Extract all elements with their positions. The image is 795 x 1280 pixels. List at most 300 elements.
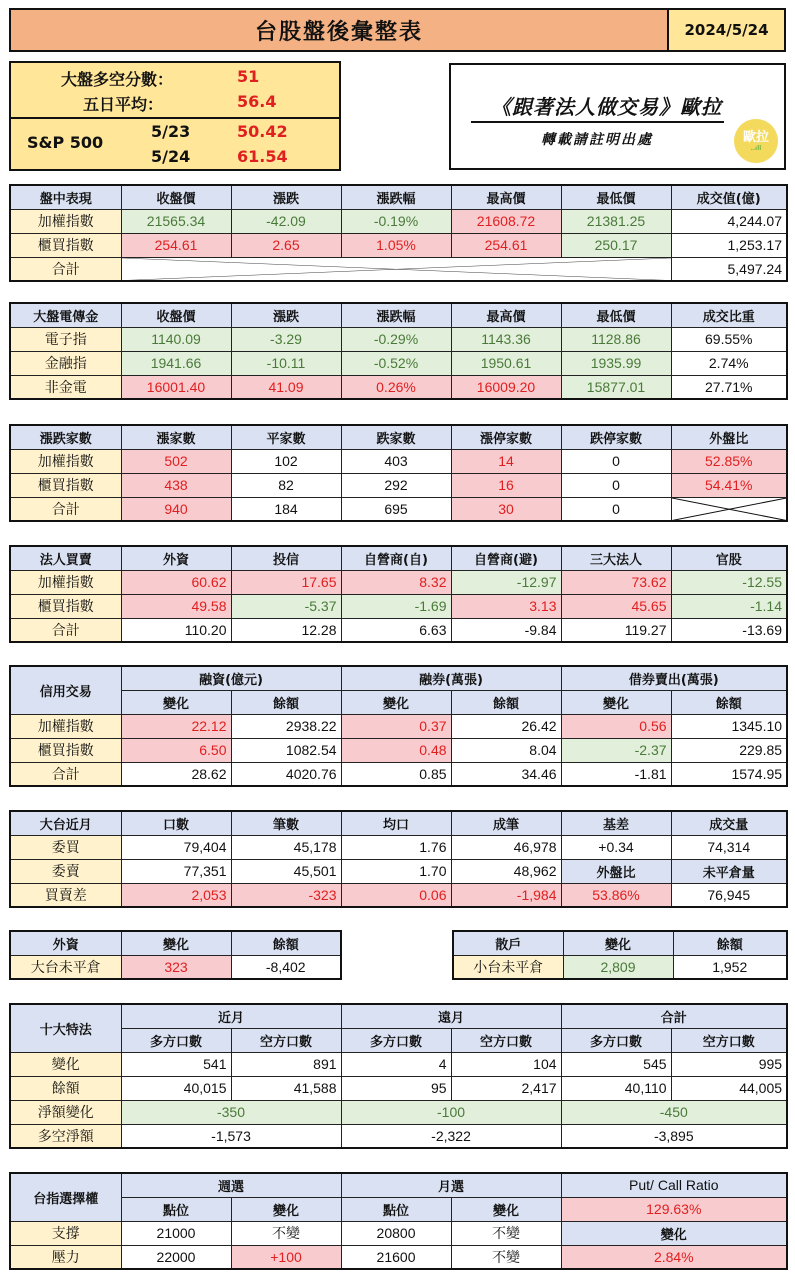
cell-outer-ratio: 54.41% <box>671 473 787 497</box>
cell-open-interest: 76,945 <box>671 883 787 907</box>
col-header: 空方口數 <box>671 1028 787 1052</box>
table-row <box>10 1076 787 1100</box>
row-label: 金融指 <box>10 351 121 375</box>
cell-filled: -1,984 <box>451 883 561 907</box>
table-row <box>10 714 787 738</box>
cell-limit-down: 0 <box>561 497 671 521</box>
cell-value: 4 <box>341 1052 451 1076</box>
table-header-row <box>10 1173 787 1197</box>
cell-up: 502 <box>121 449 231 473</box>
table-total-row <box>10 497 787 521</box>
cell-value: 891 <box>231 1052 341 1076</box>
cell-weekly-level: 21000 <box>121 1221 231 1245</box>
table-row <box>10 594 787 618</box>
cell-trust: 17.65 <box>231 570 341 594</box>
group-header: 月選 <box>341 1173 561 1197</box>
cell-outer-ratio: 52.85% <box>671 449 787 473</box>
col-header: 變化 <box>451 1197 561 1221</box>
row-label: 委賣 <box>10 859 121 883</box>
cell-value: 34.46 <box>451 762 561 786</box>
table-header-row <box>10 666 787 690</box>
cell-balance: -8,402 <box>231 955 341 979</box>
table-row <box>10 209 787 233</box>
row-label: 支撐 <box>10 1221 121 1245</box>
cell-value: 40,015 <box>121 1076 231 1100</box>
col-header: 餘額 <box>671 690 787 714</box>
page-title: 台股盤後彙整表 <box>11 10 669 50</box>
cell-monthly-level: 20800 <box>341 1221 451 1245</box>
cell-value: 995 <box>671 1052 787 1076</box>
col-header: 跌家數 <box>341 425 451 449</box>
cell-pct: -0.29% <box>341 327 451 351</box>
cell-net-change: -100 <box>341 1100 561 1124</box>
intraday-table <box>9 184 788 282</box>
col-header: 餘額 <box>673 931 787 955</box>
col-header: 收盤價 <box>121 185 231 209</box>
cell-value: 1082.54 <box>231 738 341 762</box>
col-header: 變化 <box>121 690 231 714</box>
col-header: 最低價 <box>561 185 671 209</box>
table-row <box>10 738 787 762</box>
col-header: 多方口數 <box>561 1028 671 1052</box>
cell-change: 2,809 <box>563 955 673 979</box>
cell-high: 16009.20 <box>451 375 561 399</box>
table-header-row <box>10 546 787 570</box>
cell-pct: -0.19% <box>341 209 451 233</box>
row-label: 加權指數 <box>10 449 121 473</box>
margin-table <box>9 665 788 787</box>
row-label: 壓力 <box>10 1245 121 1269</box>
table-title: 十大特法 <box>10 1004 121 1052</box>
cell-filled: 48,962 <box>451 859 561 883</box>
sp500-date-1: 5/23 <box>151 122 191 141</box>
col-header: 餘額 <box>231 690 341 714</box>
cell-weekly-change: +100 <box>231 1245 341 1269</box>
table-title: 台指選擇權 <box>10 1173 121 1221</box>
table-total-row <box>10 762 787 786</box>
group-header: 近月 <box>121 1004 341 1028</box>
col-header: 漲跌 <box>231 303 341 327</box>
cell-value: 2,417 <box>451 1076 561 1100</box>
row-label: 淨額變化 <box>10 1100 121 1124</box>
cell-balance: 1,952 <box>673 955 787 979</box>
market-score-box <box>9 61 341 171</box>
cell-orders: -323 <box>231 883 341 907</box>
cell-up: 940 <box>121 497 231 521</box>
row-label: 加權指數 <box>10 209 121 233</box>
group-header: 借券賣出(萬張) <box>561 666 787 690</box>
col-header: 變化 <box>231 1197 341 1221</box>
cell-low: 15877.01 <box>561 375 671 399</box>
cell-low: 1935.99 <box>561 351 671 375</box>
col-header: 餘額 <box>231 931 341 955</box>
sp500-date-2: 5/24 <box>151 147 191 166</box>
row-label: 小台未平倉 <box>453 955 563 979</box>
row-label: 多空淨額 <box>10 1124 121 1148</box>
brand-logo-icon <box>734 119 778 163</box>
col-header: 漲跌 <box>231 185 341 209</box>
row-label: 非金電 <box>10 375 121 399</box>
sp500-value-2: 61.54 <box>237 147 288 166</box>
col-header: 最低價 <box>561 303 671 327</box>
cell-down: 695 <box>341 497 451 521</box>
table-title: 信用交易 <box>10 666 121 714</box>
row-label: 櫃買指數 <box>10 473 121 497</box>
row-label: 合計 <box>10 762 121 786</box>
cell-foreign: 60.62 <box>121 570 231 594</box>
cell-value: 0.48 <box>341 738 451 762</box>
cell-volume: 74,314 <box>671 835 787 859</box>
market-score-value: 51 <box>237 67 260 86</box>
cell-value: 0.56 <box>561 714 671 738</box>
row-label: 電子指 <box>10 327 121 351</box>
table-row <box>10 375 787 399</box>
cell-total-value: 5,497.24 <box>671 257 787 281</box>
col-header: 外資 <box>10 931 121 955</box>
table-row <box>10 351 787 375</box>
cell-avg: 1.70 <box>341 859 451 883</box>
table-subheader-row <box>10 1197 787 1221</box>
cell-close: 1140.09 <box>121 327 231 351</box>
foreign-oi-table <box>9 930 342 980</box>
cell-close: 16001.40 <box>121 375 231 399</box>
cell-gov: -12.55 <box>671 570 787 594</box>
row-label: 委買 <box>10 835 121 859</box>
cell-pct: 1.05% <box>341 233 451 257</box>
cell-weekly-change: 不變 <box>231 1221 341 1245</box>
col-header: 大盤電傳金 <box>10 303 121 327</box>
col-header: 成交量 <box>671 811 787 835</box>
group-header-pcr: Put/ Call Ratio <box>561 1173 787 1197</box>
pcr-change-value: 2.84% <box>561 1245 787 1269</box>
col-header: 漲跌幅 <box>341 185 451 209</box>
pcr-value: 129.63% <box>561 1197 787 1221</box>
sector-table <box>9 302 788 400</box>
cell-down: 403 <box>341 449 451 473</box>
row-label: 櫃買指數 <box>10 594 121 618</box>
cell-value: 4020.76 <box>231 762 341 786</box>
cell-flat: 184 <box>231 497 341 521</box>
cell-lots: 2,053 <box>121 883 231 907</box>
col-header: 餘額 <box>451 690 561 714</box>
cell-orders: 45,501 <box>231 859 341 883</box>
col-header: 成筆 <box>451 811 561 835</box>
cell-change: 323 <box>121 955 231 979</box>
cell-close: 254.61 <box>121 233 231 257</box>
cell-trust: 12.28 <box>231 618 341 642</box>
cell-change: -42.09 <box>231 209 341 233</box>
cell-low: 21381.25 <box>561 209 671 233</box>
table-row <box>10 1245 787 1269</box>
logo-text: 歐拉 <box>742 129 769 145</box>
table-row <box>10 449 787 473</box>
col-header: 自營商(自) <box>341 546 451 570</box>
institutional-table <box>9 545 788 643</box>
cell-change: 41.09 <box>231 375 341 399</box>
table-row <box>10 1221 787 1245</box>
cell-orders: 45,178 <box>231 835 341 859</box>
crossed-out-cell <box>121 257 671 281</box>
options-table <box>9 1172 788 1270</box>
table-row <box>10 473 787 497</box>
table-row <box>10 859 787 883</box>
cell-value: 2938.22 <box>231 714 341 738</box>
cell-low: 1128.86 <box>561 327 671 351</box>
col-header: 多方口數 <box>121 1028 231 1052</box>
breadth-table <box>9 424 788 522</box>
bar-chart-icon: ..ıll <box>750 144 762 152</box>
col-header: 漲跌家數 <box>10 425 121 449</box>
group-header: 週選 <box>121 1173 341 1197</box>
col-header: 漲停家數 <box>451 425 561 449</box>
cell-trust: -5.37 <box>231 594 341 618</box>
cell-net: -1,573 <box>121 1124 341 1148</box>
cell-limit-up: 30 <box>451 497 561 521</box>
cell-basis: +0.34 <box>561 835 671 859</box>
table-header-row <box>10 931 341 955</box>
top10-traders-table <box>9 1003 788 1149</box>
cell-dealer-self: 8.32 <box>341 570 451 594</box>
outer-ratio-header: 外盤比 <box>561 859 671 883</box>
table-row <box>10 570 787 594</box>
cell-limit-up: 16 <box>451 473 561 497</box>
cell-down: 292 <box>341 473 451 497</box>
cell-pct: 0.26% <box>341 375 451 399</box>
cell-change: -10.11 <box>231 351 341 375</box>
cell-net: -2,322 <box>341 1124 561 1148</box>
cell-value: 1574.95 <box>671 762 787 786</box>
cell-value: 104 <box>451 1052 561 1076</box>
row-label: 加權指數 <box>10 570 121 594</box>
table-row <box>10 955 341 979</box>
cell-monthly-change: 不變 <box>451 1221 561 1245</box>
cell-value: 44,005 <box>671 1076 787 1100</box>
row-label: 變化 <box>10 1052 121 1076</box>
table-subheader-row <box>10 690 787 714</box>
group-header: 遠月 <box>341 1004 561 1028</box>
table-header-row <box>10 425 787 449</box>
cell-lots: 79,404 <box>121 835 231 859</box>
col-header: 成交值(億) <box>671 185 787 209</box>
table-header-row <box>10 811 787 835</box>
cell-dealer-self: 6.63 <box>341 618 451 642</box>
col-header: 跌停家數 <box>561 425 671 449</box>
col-header: 多方口數 <box>341 1028 451 1052</box>
cell-value: 1,253.17 <box>671 233 787 257</box>
col-header: 變化 <box>121 931 231 955</box>
cell-low: 250.17 <box>561 233 671 257</box>
brand-box <box>449 63 786 170</box>
cell-limit-down: 0 <box>561 473 671 497</box>
col-header: 漲家數 <box>121 425 231 449</box>
table-header-row <box>453 931 787 955</box>
col-header: 自營商(避) <box>451 546 561 570</box>
market-score-label: 大盤多空分數： <box>61 70 174 89</box>
cell-high: 1143.36 <box>451 327 561 351</box>
open-interest-header: 未平倉量 <box>671 859 787 883</box>
table-total-row <box>10 618 787 642</box>
cell-high: 1950.61 <box>451 351 561 375</box>
cell-close: 21565.34 <box>121 209 231 233</box>
report-date: 2024/5/24 <box>669 10 784 50</box>
cell-value: 41,588 <box>231 1076 341 1100</box>
table-row <box>10 1052 787 1076</box>
cell-value: 40,110 <box>561 1076 671 1100</box>
cell-high: 21608.72 <box>451 209 561 233</box>
cell-value: 541 <box>121 1052 231 1076</box>
col-header: 變化 <box>341 690 451 714</box>
cell-weight: 27.71% <box>671 375 787 399</box>
col-header: 最高價 <box>451 303 561 327</box>
row-label: 合計 <box>10 618 121 642</box>
col-header: 最高價 <box>451 185 561 209</box>
row-label: 合計 <box>10 497 121 521</box>
cell-lots: 77,351 <box>121 859 231 883</box>
cell-up: 438 <box>121 473 231 497</box>
table-total-row <box>10 257 787 281</box>
col-header: 點位 <box>341 1197 451 1221</box>
divider <box>11 117 339 119</box>
col-header: 均口 <box>341 811 451 835</box>
col-header: 法人買賣 <box>10 546 121 570</box>
row-label: 櫃買指數 <box>10 738 121 762</box>
col-header: 三大法人 <box>561 546 671 570</box>
col-header: 漲跌幅 <box>341 303 451 327</box>
col-header: 筆數 <box>231 811 341 835</box>
five-day-avg-value: 56.4 <box>237 92 277 111</box>
col-header: 點位 <box>121 1197 231 1221</box>
table-header-row <box>10 185 787 209</box>
retail-oi-table <box>452 930 788 980</box>
col-header: 空方口數 <box>451 1028 561 1052</box>
cell-big3: 119.27 <box>561 618 671 642</box>
title-bar <box>9 8 786 52</box>
col-header: 外盤比 <box>671 425 787 449</box>
cell-pct: -0.52% <box>341 351 451 375</box>
table-header-row <box>10 1004 787 1028</box>
cell-big3: 73.62 <box>561 570 671 594</box>
row-label: 買賣差 <box>10 883 121 907</box>
brand-subtitle: 轉載請註明出處 <box>541 132 653 148</box>
sp500-value-1: 50.42 <box>237 122 288 141</box>
brand-title: 《跟著法人做交易》歐拉 <box>471 91 724 123</box>
col-header: 大台近月 <box>10 811 121 835</box>
cell-value: 28.62 <box>121 762 231 786</box>
cell-dealer-self: -1.69 <box>341 594 451 618</box>
col-header: 成交比重 <box>671 303 787 327</box>
col-header: 變化 <box>561 690 671 714</box>
cell-value: 229.85 <box>671 738 787 762</box>
group-header: 融券(萬張) <box>341 666 561 690</box>
cell-weight: 2.74% <box>671 351 787 375</box>
cell-gov: -1.14 <box>671 594 787 618</box>
cell-change: 2.65 <box>231 233 341 257</box>
col-header: 基差 <box>561 811 671 835</box>
cell-filled: 46,978 <box>451 835 561 859</box>
cell-dealer-hedge: -12.97 <box>451 570 561 594</box>
col-header: 收盤價 <box>121 303 231 327</box>
cell-value: -2.37 <box>561 738 671 762</box>
row-label: 加權指數 <box>10 714 121 738</box>
cell-foreign: 49.58 <box>121 594 231 618</box>
cell-value: 0.37 <box>341 714 451 738</box>
cell-value: 8.04 <box>451 738 561 762</box>
cell-value: 545 <box>561 1052 671 1076</box>
pcr-change-header: 變化 <box>561 1221 787 1245</box>
cell-weekly-level: 22000 <box>121 1245 231 1269</box>
cell-flat: 102 <box>231 449 341 473</box>
cell-outer-ratio: 53.86% <box>561 883 671 907</box>
cell-foreign: 110.20 <box>121 618 231 642</box>
cell-net: -3,895 <box>561 1124 787 1148</box>
cell-close: 1941.66 <box>121 351 231 375</box>
col-header: 口數 <box>121 811 231 835</box>
cell-value: -1.81 <box>561 762 671 786</box>
cell-value: 95 <box>341 1076 451 1100</box>
row-label: 大台未平倉 <box>10 955 121 979</box>
group-header: 融資(億元) <box>121 666 341 690</box>
row-label: 合計 <box>10 257 121 281</box>
five-day-avg-label: 五日平均： <box>83 95 164 114</box>
col-header: 盤中表現 <box>10 185 121 209</box>
row-label: 餘額 <box>10 1076 121 1100</box>
table-row <box>10 327 787 351</box>
row-label: 櫃買指數 <box>10 233 121 257</box>
cell-value: 22.12 <box>121 714 231 738</box>
table-header-row <box>10 303 787 327</box>
cell-monthly-level: 21600 <box>341 1245 451 1269</box>
cell-avg: 0.06 <box>341 883 451 907</box>
table-row <box>453 955 787 979</box>
col-header: 投信 <box>231 546 341 570</box>
cell-value: 4,244.07 <box>671 209 787 233</box>
futures-table <box>9 810 788 908</box>
cell-gov: -13.69 <box>671 618 787 642</box>
cell-value: 0.85 <box>341 762 451 786</box>
cell-dealer-hedge: -9.84 <box>451 618 561 642</box>
cell-value: 6.50 <box>121 738 231 762</box>
col-header: 變化 <box>563 931 673 955</box>
col-header: 外資 <box>121 546 231 570</box>
table-row <box>10 835 787 859</box>
cell-limit-down: 0 <box>561 449 671 473</box>
cell-value: 26.42 <box>451 714 561 738</box>
cell-monthly-change: 不變 <box>451 1245 561 1269</box>
cell-big3: 45.65 <box>561 594 671 618</box>
table-row <box>10 883 787 907</box>
crossed-out-cell <box>671 497 787 521</box>
cell-high: 254.61 <box>451 233 561 257</box>
sp500-label: S&P 500 <box>27 133 104 152</box>
cell-net-change: -450 <box>561 1100 787 1124</box>
cell-net-change: -350 <box>121 1100 341 1124</box>
cell-weight: 69.55% <box>671 327 787 351</box>
col-header: 官股 <box>671 546 787 570</box>
cell-value: 1345.10 <box>671 714 787 738</box>
cell-limit-up: 14 <box>451 449 561 473</box>
cell-flat: 82 <box>231 473 341 497</box>
table-row <box>10 233 787 257</box>
col-header: 平家數 <box>231 425 341 449</box>
table-row <box>10 1124 787 1148</box>
table-row <box>10 1100 787 1124</box>
group-header: 合計 <box>561 1004 787 1028</box>
table-subheader-row <box>10 1028 787 1052</box>
col-header: 散戶 <box>453 931 563 955</box>
cell-avg: 1.76 <box>341 835 451 859</box>
col-header: 空方口數 <box>231 1028 341 1052</box>
cell-change: -3.29 <box>231 327 341 351</box>
